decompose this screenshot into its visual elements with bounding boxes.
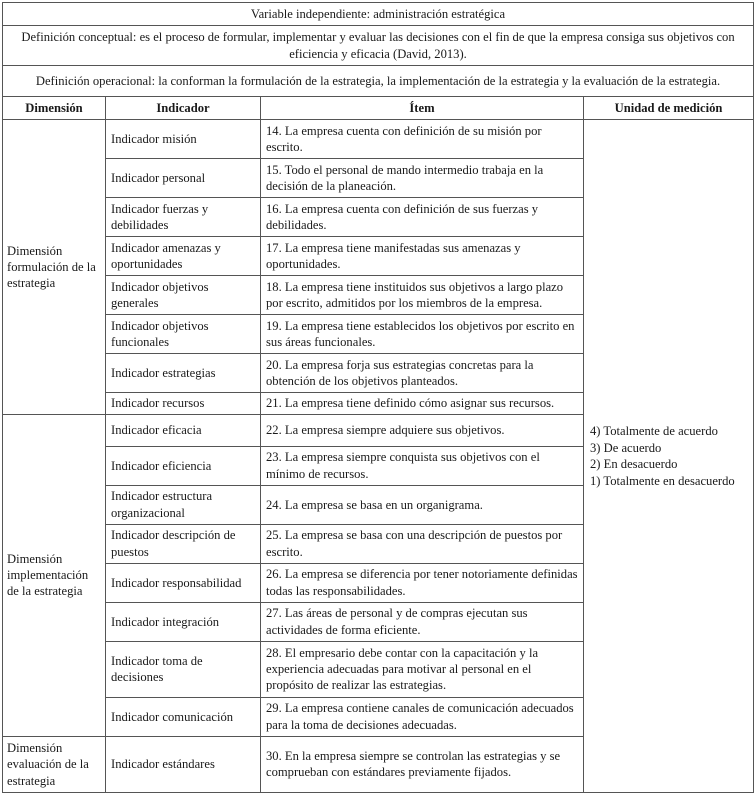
scale-option: 3) De acuerdo (590, 440, 662, 455)
indicator-cell: Indicador estructura organizacional (106, 485, 261, 524)
item-cell: 17. La empresa tiene manifestadas sus amenazas y oportunidades. (261, 237, 584, 276)
dimension-evaluation: Dimensión evaluación de la estrategia (3, 736, 106, 792)
item-cell: 27. Las áreas de personal y de compras ejecutan sus actividades de forma eficiente. (261, 602, 584, 641)
operational-definition: Definición operacional: la conforman la formulación de la estrategia, la implementación de la estrategia y la evaluación de la estrategia. (3, 66, 754, 97)
indicator-cell: Indicador eficiencia (106, 446, 261, 485)
indicator-cell: Indicador descripción de puestos (106, 524, 261, 563)
item-cell: 16. La empresa cuenta con definición de sus fuerzas y debilidades. (261, 198, 584, 237)
indicator-cell: Indicador fuerzas y debilidades (106, 198, 261, 237)
item-cell: 14. La empresa cuenta con definición de su misión por escrito. (261, 120, 584, 159)
indicator-cell: Indicador estándares (106, 736, 261, 792)
item-cell: 23. La empresa siempre conquista sus objetivos con el mínimo de recursos. (261, 446, 584, 485)
table-row (3, 120, 754, 159)
indicator-cell: Indicador toma de decisiones (106, 641, 261, 697)
indicator-cell: Indicador recursos (106, 393, 261, 414)
item-cell: 20. La empresa forja sus estrategias concretas para la obtención de los objetivos planteados. (261, 354, 584, 393)
indicator-cell: Indicador objetivos generales (106, 276, 261, 315)
item-cell: 19. La empresa tiene establecidos los objetivos por escrito en sus áreas funcionales. (261, 315, 584, 354)
item-cell: 15. Todo el personal de mando intermedio trabaja en la decisión de la planeación. (261, 159, 584, 198)
indicator-cell: Indicador responsabilidad (106, 563, 261, 602)
indicator-cell: Indicador objetivos funcionales (106, 315, 261, 354)
conceptual-definition: Definición conceptual: es el proceso de formular, implementar y evaluar las decisiones con el fin de que la empresa consiga sus objetivos con eficiencia y eficacia (David, 2013). (3, 26, 754, 66)
item-cell: 26. La empresa se diferencia por tener notoriamente definidas todas las responsabilidades. (261, 563, 584, 602)
indicator-cell: Indicador comunicación (106, 697, 261, 736)
variable-title: Variable independiente: administración estratégica (3, 3, 754, 26)
indicator-cell: Indicador estrategias (106, 354, 261, 393)
item-cell: 18. La empresa tiene instituidos sus objetivos a largo plazo por escrito, admitidos por los miembros de la empresa. (261, 276, 584, 315)
scale-option: 1) Totalmente en desacuerdo (590, 473, 735, 488)
header-dimension: Dimensión (3, 97, 106, 120)
item-cell: 24. La empresa se basa en un organigrama. (261, 485, 584, 524)
dimension-implementation: Dimensión implementación de la estrategia (3, 414, 106, 736)
item-cell: 28. El empresario debe contar con la capacitación y la experiencia adecuadas para motivar al personal en el propósito de realizar las estrategias. (261, 641, 584, 697)
indicator-cell: Indicador eficacia (106, 414, 261, 446)
item-cell: 30. En la empresa siempre se controlan las estrategias y se comprueban con estándares previamente fijados. (261, 736, 584, 792)
indicator-cell: Indicador amenazas y oportunidades (106, 237, 261, 276)
unit-of-measure (584, 120, 754, 792)
scale-option: 2) En desacuerdo (590, 457, 678, 472)
indicator-cell: Indicador personal (106, 159, 261, 198)
indicator-cell: Indicador integración (106, 602, 261, 641)
header-unit: Unidad de medición (584, 97, 754, 120)
dimension-formulation: Dimensión formulación de la estrategia (3, 120, 106, 414)
indicator-cell: Indicador misión (106, 120, 261, 159)
header-item: Ítem (261, 97, 584, 120)
scale-option: 4) Totalmente de acuerdo (590, 424, 718, 439)
item-cell: 29. La empresa contiene canales de comunicación adecuados para la toma de decisiones adecuadas. (261, 697, 584, 736)
item-cell: 25. La empresa se basa con una descripción de puestos por escrito. (261, 524, 584, 563)
header-indicator: Indicador (106, 97, 261, 120)
item-cell: 22. La empresa siempre adquiere sus objetivos. (261, 414, 584, 446)
operationalization-table (2, 2, 754, 793)
item-cell: 21. La empresa tiene definido cómo asignar sus recursos. (261, 393, 584, 414)
